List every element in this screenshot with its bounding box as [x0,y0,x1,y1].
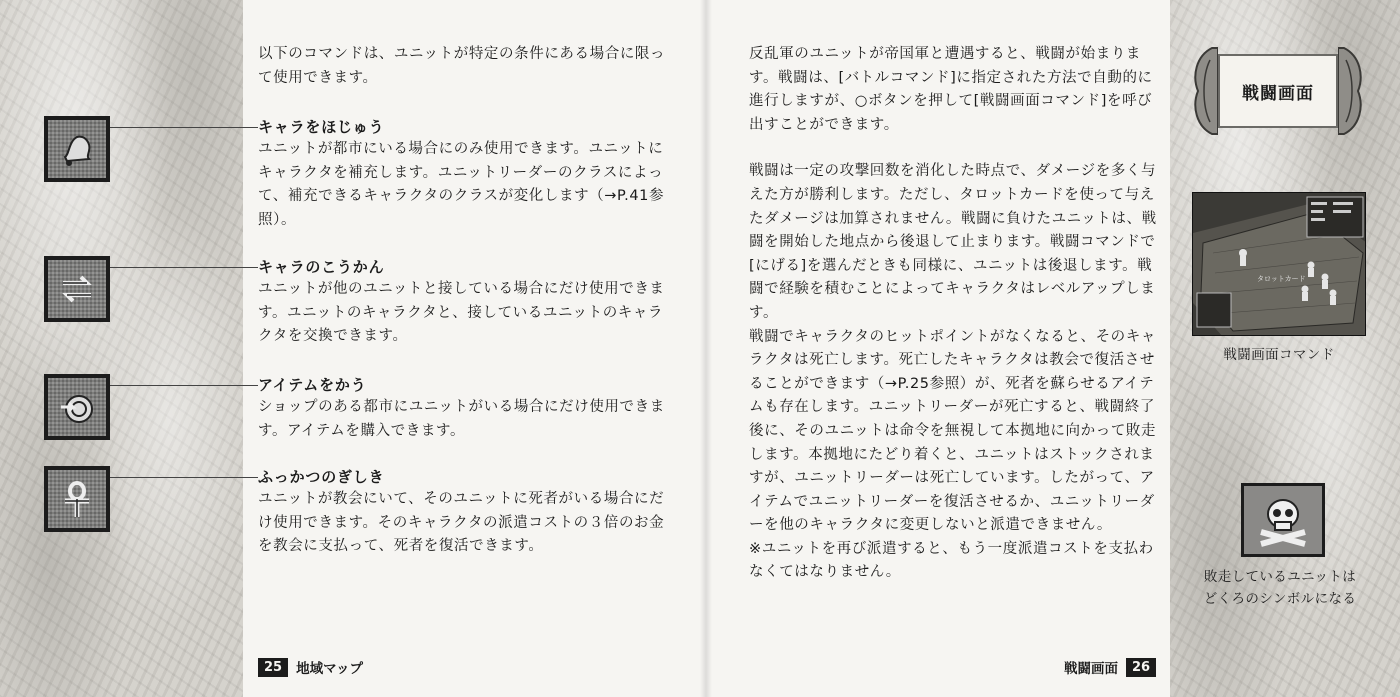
exchange-icon [48,260,106,318]
paragraph: 戦闘は一定の攻撃回数を消化した時点で、ダメージを多く与えた方が勝利します。ただし、タロットカードを使って与えたダメージは加算されません。戦闘に負けたユニットは、戦闘を開始した地点から後退して止まります。戦闘コマンドで[にげる]を選んだときも同様に、ユニットは後退します。戦闘で経験を積むことによってキャラクタはレベルアップします。 [749,163,1157,321]
skull-caption-line: 敗走しているユニットは [1203,569,1357,585]
scroll-left-end [1188,46,1218,136]
section-label: 地域マップ [296,661,364,677]
skull-caption [1182,566,1378,610]
command-body-fukkatsu: ユニットが教会にいて、そのユニットに死者がいる場合にだけ使用できます。そのキャラクタの派遣コストの３倍のお金を教会に支払って、死者を復活できます。 [258,491,665,555]
connector-line [110,477,258,478]
left-marble-margin [0,0,243,697]
left-folio [258,657,363,677]
book-spine [700,0,712,697]
ankh-icon-frame [44,466,110,532]
bell-icon-frame [44,116,110,182]
command-body-hojuu: ユニットが都市にいる場合にのみ使用できます。ユニットにキャラクタを補充します。ユニットリーダーのクラスによって、補充できるキャラクタのクラスが変化します（→P.41参照）。 [258,141,665,228]
intro-text: 以下のコマンドは、ユニットが特定の条件にある場合に限って使用できます。 [258,46,666,86]
command-title-kau: アイテムをかう [258,376,367,394]
bell-icon [48,120,106,178]
coin-icon-frame [44,374,110,440]
connector-line [110,267,258,268]
command-title-koukan: キャラのこうかん [258,258,385,276]
coin-icon [48,378,106,436]
scroll-right-end [1338,46,1368,136]
command-body-koukan: ユニットが他のユニットと接している場合にだけ使用できます。ユニットのキャラクタと、接しているユニットのキャラクタを交換できます。 [258,281,665,345]
section-label: 戦闘画面 [1064,661,1118,677]
command-title-fukkatsu: ふっかつのぎしき [258,468,385,486]
page-title: 戦闘画面 [1218,54,1338,128]
exchange-icon-frame [44,256,110,322]
screenshot-caption: 戦闘画面コマンド [1223,347,1335,363]
battle-description [749,43,1159,585]
connector-line [110,385,258,386]
command-title-hojuu: キャラをほじゅう [258,118,385,136]
connector-line [110,127,258,128]
command-body-kau: ショップのある都市にユニットがいる場合にだけ使用できます。アイテムを購入できます。 [258,399,665,439]
ankh-icon [48,470,106,528]
skull-symbol-frame [1241,483,1325,557]
page-number: 25 [258,658,288,677]
skull-icon [1244,486,1322,554]
paragraph: ※ユニットを再び派遣すると、もう一度派遣コストを支払わなくてはなりません。 [749,540,1154,581]
title-plaque [1188,46,1368,136]
paragraph: 戦闘でキャラクタのヒットポイントがなくなると、そのキャラクタは死亡します。死亡したキャラクタは教会で復活させることができます（→P.25参照）が、死者を蘇らせるアイテムも存在します。ユニットリーダーが死亡すると、戦闘終了後に、そのユニットは命令を無視して本拠地に向かって敗走します。本拠地にたどり着くと、ユニットはストックされますが、ユニットリーダーは死亡しています。したがって、アイテムでユニットリーダーを復活させるか、ユニットリーダーを他のキャラクタに変更しないと派遣できません。 [749,328,1157,534]
right-folio [1064,657,1156,677]
tarot-card-label: タロットカード [1257,275,1306,283]
paragraph: 反乱軍のユニットが帝国軍と遭遇すると、戦闘が始まります。戦闘は、[バトルコマンド]に指定された方法で自動的に進行しますが、○ボタンを押して[戦闘画面コマンド]を呼び出すことができます。 [749,46,1153,133]
battle-screenshot [1192,192,1366,336]
page-number: 26 [1126,658,1156,677]
skull-caption-line: どくろのシンボルになる [1203,591,1357,607]
